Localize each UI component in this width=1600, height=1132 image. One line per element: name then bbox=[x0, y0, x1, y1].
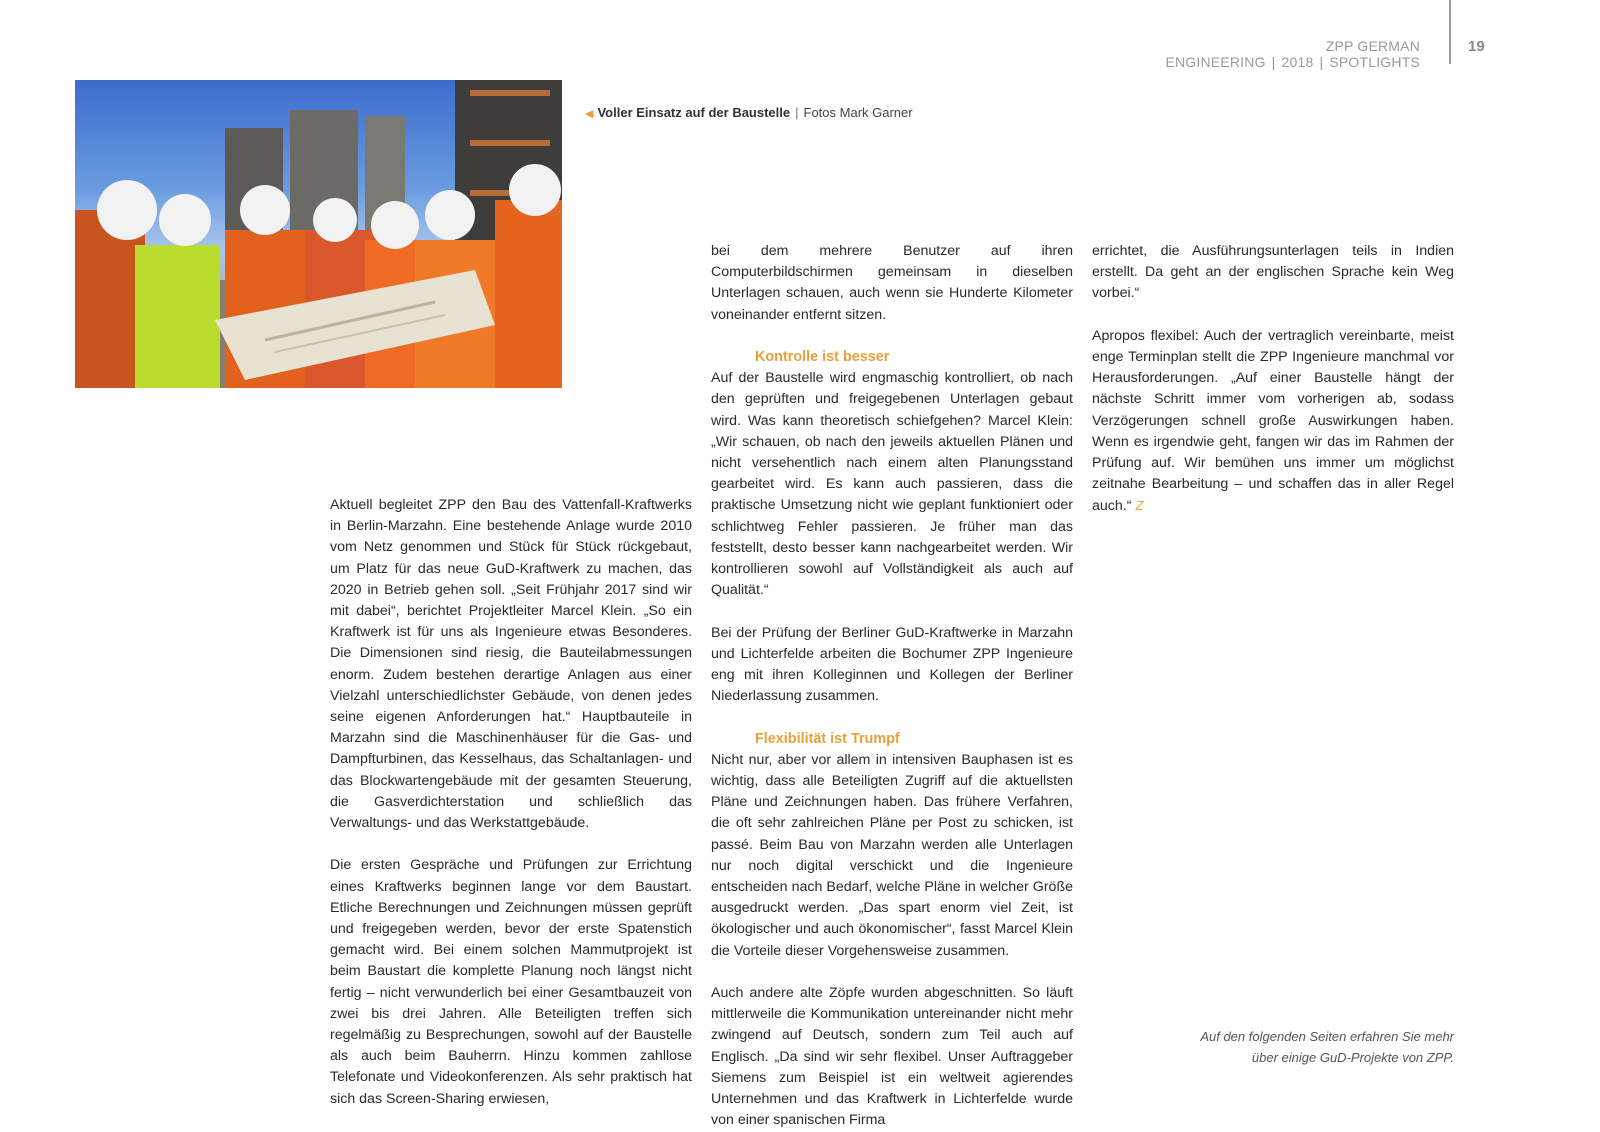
header-separator: | bbox=[1319, 54, 1324, 70]
paragraph: Bei der Prüfung der Berliner GuD-Kraftwerke in Marzahn und Lichterfelde arbeiten die Bochumer ZPP Ingenieure eng mit ihren Kolleginnen und Kollegen der Berliner Niederlassung zusammen. bbox=[711, 624, 1073, 705]
construction-site-photo bbox=[75, 80, 562, 388]
header-vertical-rule bbox=[1449, 0, 1451, 64]
section-heading: Flexibilität ist Trumpf bbox=[755, 730, 900, 747]
caption-title: Voller Einsatz auf der Baustelle bbox=[597, 105, 791, 120]
page-number: 19 bbox=[1468, 38, 1485, 55]
header-section: SPOTLIGHTS bbox=[1329, 54, 1420, 70]
photo-illustration bbox=[75, 80, 562, 388]
article-column-1 bbox=[330, 495, 692, 1110]
paragraph: Nicht nur, aber vor allem in intensiven Bauphasen ist es wichtig, dass alle Beteiligten Zugriff auf die aktuellsten Pläne und Zeichnungen haben. Das frühere Verfahren, die oft sehr zahlreichen Pläne per Post zu schicken, ist passé. Beim Bau von Marzahn werden alle Unterlagen nur noch digital verschickt und die Ingenieure entscheiden nach Bedarf, welche Pläne in welcher Größe ausgedruckt werden. „Das spart enorm viel Zeit, ist ökologischer und auch ökonomischer“, fasst Marcel Klein die Vorteile dieser Vorgehensweise zusammen. bbox=[711, 751, 1073, 959]
section-heading: Kontrolle ist besser bbox=[755, 349, 890, 365]
paragraph: Die ersten Gespräche und Prüfungen zur Errichtung eines Kraftwerks beginnen lange vor dem Baustart. Etliche Berechnungen und Zeichnungen müssen geprüft und freigegeben werden, bevor der erste Spatenstich gemacht wird. Bei einem solchen Mammutprojekt ist beim Baustart die komplette Planung noch längst nicht fertig – nicht verwunderlich bei einer Gesamtbauzeit von zwei bis drei Jahren. Alle Beteiligten treffen sich regelmäßig zu Besprechungen, sowohl auf der Baustelle als auch beim Bauherrn. Hinzu kommen zahllose Telefonate und Videokonferenzen. Als sehr praktisch hat sich das Screen-Sharing erwiesen, bbox=[330, 857, 692, 1107]
article-column-3 bbox=[1092, 241, 1454, 518]
paragraph: errichtet, die Ausführungsunterlagen teils in Indien erstellt. Da geht an der englischen Sprache kein Weg vorbei.“ bbox=[1092, 243, 1454, 302]
footnote bbox=[1130, 1026, 1454, 1068]
header-year: 2018 bbox=[1281, 54, 1314, 70]
footnote-line: über einige GuD-Projekte von ZPP. bbox=[1251, 1050, 1454, 1065]
photo-caption bbox=[585, 105, 913, 120]
caption-arrow-icon: ◀ bbox=[585, 108, 594, 120]
end-mark-icon: Z bbox=[1135, 498, 1144, 514]
header-brand: ZPP GERMAN ENGINEERING bbox=[1165, 38, 1420, 70]
article-column-2 bbox=[711, 241, 1073, 1131]
running-header bbox=[1080, 38, 1420, 70]
paragraph: Auf der Baustelle wird engmaschig kontrolliert, ob nach den geprüften und freigegebenen Unterlagen gebaut wird. Was kann theoretisch schiefgehen? Marcel Klein: „Wir schauen, ob nach den jeweils aktuellen Plänen und nicht versehentlich nach einem alten Planungsstand gearbeitet wird. Es kann auch passieren, dass die praktische Umsetzung nicht wie geplant funktioniert oder schlichtweg Fehler passieren. Je früher man das feststellt, desto besser kann nachgearbeitet werden. Wir kontrollieren sowohl auf Vollständigkeit als auch auf Qualität.“ bbox=[711, 370, 1073, 599]
footnote-line: Auf den folgenden Seiten erfahren Sie mehr bbox=[1200, 1029, 1454, 1044]
paragraph: bei dem mehrere Benutzer auf ihren Computerbildschirmen gemeinsam in dieselben Unterlagen schauen, auch wenn sie Hunderte Kilometer voneinander entfernt sitzen. bbox=[711, 243, 1073, 323]
paragraph-with-endmark bbox=[1092, 326, 1454, 518]
paragraph: Aktuell begleitet ZPP den Bau des Vattenfall-Kraftwerks in Berlin-Marzahn. Eine bestehende Anlage wurde 2010 vom Netz genommen und Stück für Stück rückgebaut, um Platz für das neue GuD-Kraftwerk zu machen, das 2020 in Betrieb gehen soll. „Seit Frühjahr 2017 sind wir mit dabei“, berichtet Projektleiter Marcel Klein. „So ein Kraftwerk ist für uns als Ingenieure etwas Besonderes. Die Dimensionen sind riesig, die Bauteilabmessungen enorm. Zudem bestehen derartige Anlagen aus einer Vielzahl unterschiedlichster Gebäude, von denen jedes seine eigenen Anforderungen hat.“ Hauptbauteile in Marzahn sind die Maschinenhäuser für die Gas- und Dampfturbinen, das Kesselhaus, das Schaltanlagen- und das Blockwartengebäude mit der gesamten Steuerung, die Gasverdichterstation und schließlich das Verwaltungs- und das Werkstattgebäude. bbox=[330, 497, 692, 832]
caption-separator: | bbox=[795, 105, 799, 120]
paragraph-text: Apropos flexibel: Auch der vertraglich vereinbarte, meist enge Terminplan stellt die ZPP Ingenieure manchmal vor Herausforderungen. „Auf einer Baustelle hängt der nächste Schritt immer vom vorherigen ab, sodass Verzögerungen schnell große Auswirkungen haben. Wenn es irgendwie geht, fangen wir das im Rahmen der Prüfung auf. Wir bemühen uns immer um möglichst zeitnahe Bearbeitung – und schaffen das in aller Regel auch.“ bbox=[1092, 327, 1454, 515]
header-separator: | bbox=[1271, 54, 1276, 70]
caption-credit: Fotos Mark Garner bbox=[803, 105, 913, 120]
paragraph: Auch andere alte Zöpfe wurden abgeschnitten. So läuft mittlerweile die Kommunikation untereinander nicht mehr zwingend auf Deutsch, sondern zum Teil auch auf Englisch. „Da sind wir sehr flexibel. Unser Auftraggeber Siemens zum Beispiel ist ein weltweit agierendes Unternehmen und das Kraftwerk in Lichterfelde wurde von einer spanischen Firma bbox=[711, 985, 1073, 1129]
